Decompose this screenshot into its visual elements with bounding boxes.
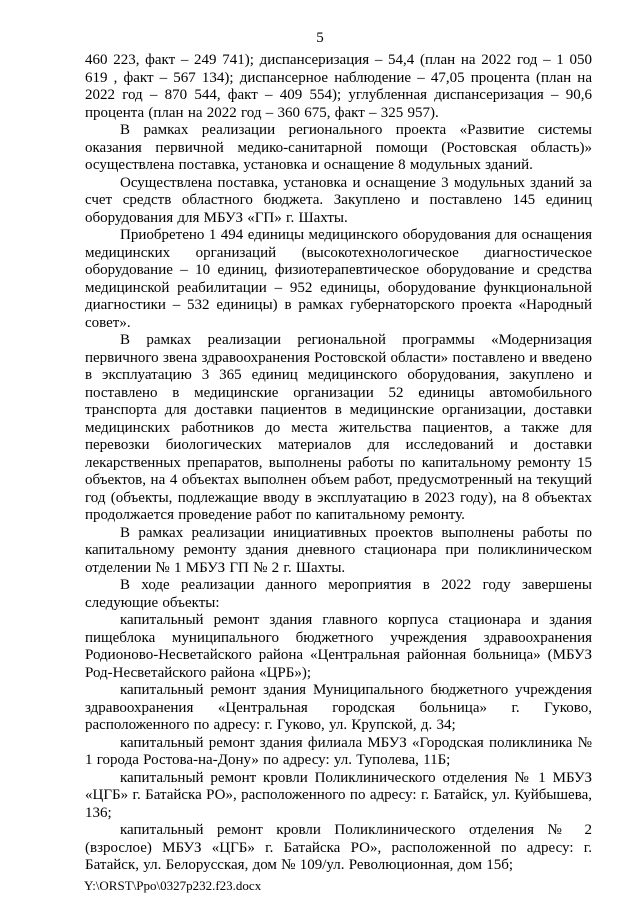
body-paragraph: В ходе реализации данного мероприятия в 2022 году завершены следующие объекты: [85, 577, 592, 611]
page-number: 5 [316, 30, 324, 46]
body-paragraph: капитальный ремонт кровли Поликлинического отделения № 1 МБУЗ «ЦГБ» г. Батайска РО», расположенного по адресу: г. Батайск, ул. Куйбышева, 136; [85, 769, 592, 821]
body-paragraph: капитальный ремонт здания филиала МБУЗ «Городская поликлиника № 1 города Ростова-на-Дону» по адресу: ул. Туполева, 11Б; [85, 734, 592, 768]
body-paragraph: капитальный ремонт здания Муниципального бюджетного учреждения здравоохранения «Центральная городская больница» г. Гуково, расположенного по адресу: г. Гуково, ул. Крупской, д. 34; [85, 682, 592, 733]
body-paragraph: В рамках реализации инициативных проектов выполнены работы по капитальному ремонту здания дневного стационара при поликлиническом отделении № 1 МБУЗ ГП № 2 г. Шахты. [85, 524, 592, 576]
body-paragraph: капитальный ремонт здания главного корпуса стационара и здания пищеблока муниципального бюджетного учреждения здравоохранения Родионово-Несветайского района «Центральная районная больница» (МБУЗ Род-Несветайского района «ЦРБ»); [85, 612, 592, 681]
body-paragraph: Осуществлена поставка, установка и оснащение 3 модульных зданий за счет средств областного бюджета. Закуплено и поставлено 145 единиц оборудования для МБУЗ «ГП» г. Шахты. [85, 174, 592, 226]
body-paragraph: В рамках реализации региональной программы «Модернизация первичного звена здравоохранения Ростовской области» поставлено и введено в эксплуатацию 3 365 единиц медицинского оборудования, закуплено и поставлено в медицинские организации 52 единицы автомобильного транспорта для доставки пациентов в медицинские организации, доставки медицинских работников до места жительства пациентов, а также для перевозки биологических материалов для исследований и доставки лекарственных препаратов, выполнены работы по капитальному ремонту 15 объектов, на 4 объектах выполнен объем работ, предусмотренный на текущий год (объекты, подлежащие вводу в эксплуатацию в 2023 году), на 8 объектах продолжается проведение работ по капитальному ремонту. [85, 332, 592, 523]
body-paragraph: Приобретено 1 494 единицы медицинского оборудования для оснащения медицинских организаций (высокотехнологическое диагностическое оборудование – 10 единиц, физиотерапевтическое оборудование и средства медицинской реабилитации – 952 единицы, оборудование функциональной диагностики – 532 единицы) в рамках губернаторского проекта «Народный совет». [85, 227, 592, 331]
body-paragraph: 460 223, факт – 249 741); диспансеризация – 54,4 (план на 2022 год – 1 050 619 , факт – 567 134); диспансерное наблюдение – 47,05 процента (план на 2022 год – 870 544, факт – 409 554); углубленная диспансеризация – 90,6 процента (план на 2022 год – 360 675, факт – 325 957). [85, 52, 592, 121]
footer-file-path: Y:\ORST\Ppo\0327p232.f23.docx [84, 878, 262, 893]
body-paragraph: В рамках реализации регионального проекта «Развитие системы оказания первичной медико-санитарной помощи (Ростовская область)» осуществлена поставка, установка и оснащение 8 модульных зданий. [85, 122, 592, 173]
document-body [85, 52, 592, 875]
body-paragraph: капитальный ремонт кровли Поликлинического отделения № 2 (взрослое) МБУЗ «ЦГБ» г. Батайска РО», расположенной по адресу: г. Батайск, ул. Белорусская, дом № 109/ул. Революционная, дом 15б; [85, 822, 592, 873]
